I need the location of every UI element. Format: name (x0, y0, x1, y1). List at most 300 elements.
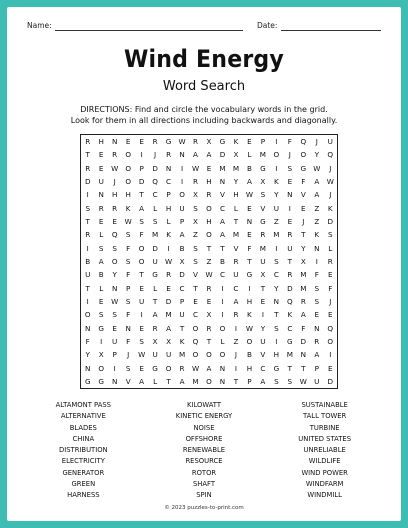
grid-letter: U (152, 350, 158, 360)
grid-letter: O (111, 256, 118, 266)
grid-letter: I (100, 336, 103, 346)
grid-letter: R (98, 203, 104, 213)
grid-letter: X (206, 310, 212, 320)
grid-letter: E (139, 323, 144, 333)
grid-letter: X (179, 256, 185, 266)
grid-letter: N (111, 376, 118, 386)
grid-letter: U (260, 256, 266, 266)
grid-letter: P (139, 163, 144, 173)
grid-letter: D (327, 376, 334, 386)
grid-letter: V (300, 190, 306, 200)
grid-letter: P (260, 137, 266, 147)
grid-letter: I (86, 296, 89, 306)
grid-letter: P (179, 217, 185, 227)
grid-letter: R (152, 323, 158, 333)
grid-letter: S (125, 230, 131, 240)
grid-letter: Q (152, 177, 158, 187)
grid-letter: T (152, 296, 158, 306)
word-item: UNRELIABLE (303, 446, 346, 455)
grid-letter: N (314, 323, 320, 333)
grid-letter: H (206, 177, 212, 187)
grid-letter: V (193, 270, 198, 280)
grid-letter: H (233, 190, 239, 200)
grid-letter: P (314, 363, 319, 373)
grid-letter: K (314, 230, 320, 240)
grid-letter: T (179, 323, 185, 333)
grid-letter: S (139, 217, 144, 227)
grid-letter: P (179, 296, 185, 306)
grid-letter: Y (314, 150, 319, 160)
grid-letter: R (166, 270, 172, 280)
grid-letter: W (245, 190, 253, 200)
grid-letter: C (260, 363, 266, 373)
grid-letter: O (246, 336, 253, 346)
grid-letter: Y (85, 350, 90, 360)
grid-letter: T (85, 283, 90, 293)
grid-letter: I (180, 177, 184, 187)
grid-letter: K (247, 310, 252, 320)
grid-letter: V (125, 376, 131, 386)
grid-letter: V (260, 203, 266, 213)
grid-letter: Z (206, 256, 212, 266)
grid-letter: S (274, 256, 279, 266)
grid-letter: N (219, 363, 226, 373)
grid-letter: E (314, 310, 320, 320)
grid-letter: U (112, 336, 118, 346)
grid-letter: G (260, 217, 266, 227)
grid-letter: C (166, 177, 172, 187)
grid-letter: D (219, 150, 226, 160)
word-item: WINDFARM (305, 480, 344, 489)
grid-letter: Y (233, 177, 239, 187)
grid-letter: F (85, 336, 90, 346)
grid-letter: L (99, 283, 104, 293)
word-item: WINDMILL (307, 491, 342, 500)
grid-letter: J (329, 296, 332, 306)
grid-letter: I (261, 310, 264, 320)
grid-letter: S (152, 217, 158, 227)
word-item: ELECTRICITY (61, 457, 105, 466)
word-item: ALTAMONT PASS (55, 401, 111, 409)
grid-letter: E (247, 137, 252, 147)
grid-letter: M (151, 230, 159, 240)
word-item: GREEN (71, 480, 96, 489)
grid-letter: L (153, 283, 158, 293)
grid-letter: T (247, 256, 252, 266)
grid-letter: L (99, 230, 104, 240)
grid-letter: E (112, 217, 117, 227)
date-label: Date: (257, 21, 278, 30)
grid-letter: N (300, 350, 306, 360)
word-item: KILOWATT (186, 401, 221, 409)
grid-letter: X (193, 217, 198, 227)
grid-letter: A (193, 150, 198, 160)
word-item: TALL TOWER (303, 412, 347, 421)
grid-letter: E (206, 296, 212, 306)
grid-letter: Q (111, 230, 118, 240)
grid-letter: D (84, 177, 91, 187)
word-item: WILDLIFE (308, 457, 341, 466)
grid-letter: A (206, 363, 212, 373)
grid-letter: O (138, 256, 145, 266)
grid-letter: I (275, 243, 278, 253)
grid-letter: D (138, 177, 145, 187)
grid-letter: R (179, 363, 185, 373)
grid-letter: U (138, 296, 145, 306)
grid-letter: K (274, 177, 279, 187)
grid-letter: R (112, 150, 118, 160)
grid-letter: O (179, 190, 185, 200)
grid-letter: I (86, 243, 89, 253)
grid-letter: E (287, 217, 293, 227)
grid-letter: R (206, 323, 212, 333)
header-row (27, 21, 381, 35)
grid-letter: I (86, 190, 89, 200)
grid-letter: Q (327, 323, 334, 333)
grid-letter: G (260, 163, 266, 173)
grid-letter: D (179, 270, 185, 280)
grid-letter: R (152, 137, 158, 147)
grid-letter: R (287, 270, 293, 280)
grid-letter: T (287, 256, 293, 266)
grid-letter: G (98, 376, 104, 386)
worksheet (7, 7, 401, 521)
grid-letter: A (166, 323, 172, 333)
grid-letter: E (139, 137, 144, 147)
grid-letter: W (138, 350, 146, 360)
grid-letter: T (139, 270, 144, 280)
grid-letter: U (152, 256, 158, 266)
grid-letter: U (287, 243, 293, 253)
grid-letter: T (139, 190, 144, 200)
grid-letter: S (98, 310, 104, 320)
grid-letter: J (329, 190, 332, 200)
grid-letter: A (314, 350, 320, 360)
grid-letter: Y (260, 323, 266, 333)
grid-letter: E (327, 363, 333, 373)
grid-letter: M (259, 150, 266, 160)
grid-letter: H (125, 190, 131, 200)
word-item: RENEWABLE (182, 446, 226, 455)
grid-letter: I (180, 163, 184, 173)
grid-letter: K (125, 203, 131, 213)
grid-letter: W (326, 177, 334, 187)
word-item: DISTRIBUTION (58, 446, 108, 455)
directions (7, 104, 401, 126)
grid-letter: R (233, 256, 239, 266)
grid-letter: G (98, 323, 104, 333)
grid-letter: S (112, 310, 117, 320)
grid-letter: O (219, 350, 226, 360)
grid-letter: F (139, 230, 144, 240)
grid-letter: W (299, 376, 307, 386)
grid-letter: G (152, 270, 158, 280)
grid-letter: C (219, 203, 225, 213)
grid-letter: J (315, 137, 318, 147)
grid-letter: I (221, 296, 224, 306)
grid-letter: L (220, 336, 225, 346)
grid-letter: O (206, 376, 212, 386)
grid-letter: O (327, 336, 334, 346)
word-item: KINETIC ENERGY (175, 412, 233, 421)
name-label: Name: (27, 21, 52, 30)
grid-letter: D (152, 243, 158, 253)
grid-letter: R (327, 256, 333, 266)
grid-letter: I (275, 163, 278, 173)
grid-letter: N (85, 323, 91, 333)
grid-letter: U (179, 310, 185, 320)
grid-letter: D (327, 217, 334, 227)
grid-letter: O (84, 310, 91, 320)
grid-letter: C (219, 270, 225, 280)
grid-letter: U (314, 376, 320, 386)
grid-letter: R (287, 230, 293, 240)
grid-letter: A (314, 190, 320, 200)
grid-letter: B (246, 163, 252, 173)
grid-letter: P (247, 376, 252, 386)
grid-letter: N (111, 137, 118, 147)
grid-letter: B (85, 256, 91, 266)
grid-letter: U (233, 270, 239, 280)
grid-letter: A (260, 376, 266, 386)
grid-letter: N (125, 323, 131, 333)
word-item: ALTERNATIVE (60, 412, 106, 421)
grid-letter: O (192, 323, 199, 333)
grid-letter: U (273, 203, 279, 213)
grid-letter: E (98, 163, 104, 173)
grid-letter: F (247, 243, 252, 253)
grid-letter: J (329, 163, 332, 173)
grid-letter: O (300, 150, 307, 160)
grid-letter: C (152, 190, 158, 200)
word-list (27, 400, 381, 502)
grid-letter: B (98, 270, 104, 280)
grid-letter: I (234, 363, 237, 373)
grid-letter: R (233, 310, 239, 320)
grid-letter: H (111, 190, 118, 200)
word-item: OFFSHORE (185, 434, 223, 443)
copyright: © 2023 puzzles-to-print.com (164, 505, 244, 511)
grid-letter: H (246, 363, 253, 373)
grid-letter: M (219, 163, 226, 173)
grid-letter: B (246, 350, 252, 360)
grid-letter: I (221, 283, 224, 293)
grid-letter: Y (112, 270, 117, 280)
word-item: SPIN (196, 491, 212, 500)
grid-letter: C (287, 323, 293, 333)
grid-letter: T (85, 217, 90, 227)
grid-letter: T (233, 376, 239, 386)
grid-letter: E (98, 296, 104, 306)
grid-letter: S (287, 376, 293, 386)
grid-letter: G (287, 336, 293, 346)
grid-letter: S (274, 323, 279, 333)
grid-letter: P (166, 190, 171, 200)
grid-letter: X (300, 256, 306, 266)
grid-letter: C (273, 270, 279, 280)
grid-letter: E (206, 163, 212, 173)
grid-letter: Y (274, 283, 279, 293)
grid-letter: S (314, 296, 320, 306)
directions-line-2: Look for them in all directions including backwards and diagonally. (70, 116, 338, 125)
grid-letter: M (259, 243, 266, 253)
grid-letter: I (234, 323, 237, 333)
grid-letter: W (313, 163, 321, 173)
grid-letter: W (165, 256, 173, 266)
directions-line-1: DIRECTIONS: Find and circle the vocabulary words in the grid. (80, 105, 328, 114)
grid-letter: F (126, 336, 131, 346)
grid-letter: G (246, 270, 253, 280)
grid-letter: A (300, 310, 306, 320)
grid-letter: S (193, 256, 198, 266)
grid-letter: T (206, 336, 212, 346)
grid-letter: X (98, 350, 104, 360)
grid-letter: E (260, 296, 266, 306)
grid-letter: J (302, 217, 305, 227)
grid-letter: T (85, 150, 90, 160)
grid-letter: U (165, 350, 172, 360)
grid-letter: I (275, 137, 278, 147)
grid-letter: G (300, 163, 307, 173)
grid-letter: N (273, 296, 280, 306)
grid-letter: T (220, 243, 225, 253)
grid-letter: L (166, 217, 171, 227)
grid-letter: O (125, 150, 131, 160)
grid-letter: O (138, 243, 145, 253)
grid-letter: K (327, 203, 333, 213)
grid-letter: Z (314, 203, 320, 213)
grid-letter: W (111, 296, 119, 306)
grid-letter: I (140, 150, 143, 160)
grid-letter: A (98, 256, 104, 266)
grid-letter: Y (301, 243, 306, 253)
grid-letter: L (247, 150, 252, 160)
grid-letter: Z (314, 217, 320, 227)
grid-letter: R (85, 230, 91, 240)
grid-letter: Q (192, 336, 199, 346)
grid-letter: U (327, 137, 333, 147)
grid-letter: A (179, 230, 185, 240)
grid-letter: R (166, 150, 172, 160)
grid-letter: E (327, 310, 333, 320)
grid-letter: S (112, 243, 117, 253)
grid-letter: K (287, 310, 293, 320)
word-column (268, 400, 381, 502)
page-subtitle: Word Search (162, 79, 246, 94)
grid-letter: Z (233, 336, 239, 346)
word-item: TURBINE (309, 423, 340, 432)
grid-letter: E (139, 363, 144, 373)
grid-letter: E (125, 137, 131, 147)
grid-letter: N (287, 190, 293, 200)
grid-letter: D (300, 336, 307, 346)
grid-letter: N (246, 217, 253, 227)
grid-letter: O (98, 363, 105, 373)
grid-letter: H (273, 350, 280, 360)
grid-letter: G (84, 376, 91, 386)
grid-letter: O (206, 230, 212, 240)
grid-letter: H (246, 296, 253, 306)
word-item: UNITED STATES (298, 434, 352, 443)
word-item: RESOURCE (185, 457, 223, 466)
word-item: CHINA (72, 434, 95, 443)
grid-letter: J (127, 350, 130, 360)
grid-letter: T (260, 283, 266, 293)
grid-letter: M (286, 350, 293, 360)
grid-letter: C (233, 283, 239, 293)
grid-letter: W (178, 137, 186, 147)
grid-letter: L (233, 203, 238, 213)
grid-letter: R (193, 177, 199, 187)
grid-letter: S (327, 230, 333, 240)
grid-letter: N (219, 177, 226, 187)
grid-letter: R (193, 137, 199, 147)
word-item: HARNESS (67, 491, 100, 500)
grid-letter: O (273, 150, 280, 160)
grid-letter: S (139, 336, 144, 346)
grid-letter: F (126, 243, 131, 253)
grid-letter: M (165, 310, 172, 320)
grid-letter: W (205, 270, 213, 280)
grid-letter: M (232, 163, 240, 173)
grid-letter: N (111, 283, 118, 293)
grid-letter: I (113, 363, 116, 373)
grid-letter: F (314, 270, 319, 280)
grid-letter: D (152, 163, 158, 173)
grid-letter: T (166, 376, 171, 386)
grid-letter: J (234, 350, 237, 360)
grid-letter: S (85, 203, 91, 213)
page-title: Wind Energy (123, 45, 285, 73)
grid-letter: E (98, 217, 104, 227)
grid-letter: N (219, 376, 226, 386)
grid-letter: A (139, 376, 145, 386)
grid-letter: W (191, 163, 200, 173)
grid-letter: T (206, 243, 212, 253)
grid-letter: S (314, 283, 320, 293)
grid-letter: M (300, 270, 307, 280)
grid-letter: I (248, 283, 251, 293)
grid-letter: Q (287, 296, 293, 306)
grid-letter: M (178, 350, 186, 360)
grid-letter: A (152, 310, 158, 320)
grid-letter: F (287, 137, 292, 147)
grid-letter: M (273, 230, 280, 240)
grid-letter: X (206, 137, 212, 147)
grid-letter: Z (193, 230, 198, 240)
grid-letter: A (314, 177, 320, 187)
grid-letter: U (85, 270, 91, 280)
grid-letter: S (193, 203, 198, 213)
grid-letter: M (232, 230, 240, 240)
grid-letter: S (125, 296, 131, 306)
grid-letter: I (140, 310, 143, 320)
grid-letter: I (275, 336, 278, 346)
grid-letter: R (206, 283, 212, 293)
grid-letter: A (206, 150, 212, 160)
grid-letter: X (260, 270, 266, 280)
grid-letter: I (288, 203, 291, 213)
date-line (281, 30, 381, 31)
grid-letter: H (165, 203, 172, 213)
grid-letter: J (113, 177, 116, 187)
grid-letter: W (245, 323, 253, 333)
grid-letter: A (233, 296, 239, 306)
grid-letter: G (165, 137, 172, 147)
grid-letter: A (246, 177, 252, 187)
grid-letter: X (166, 336, 172, 346)
grid-letter: S (274, 376, 279, 386)
